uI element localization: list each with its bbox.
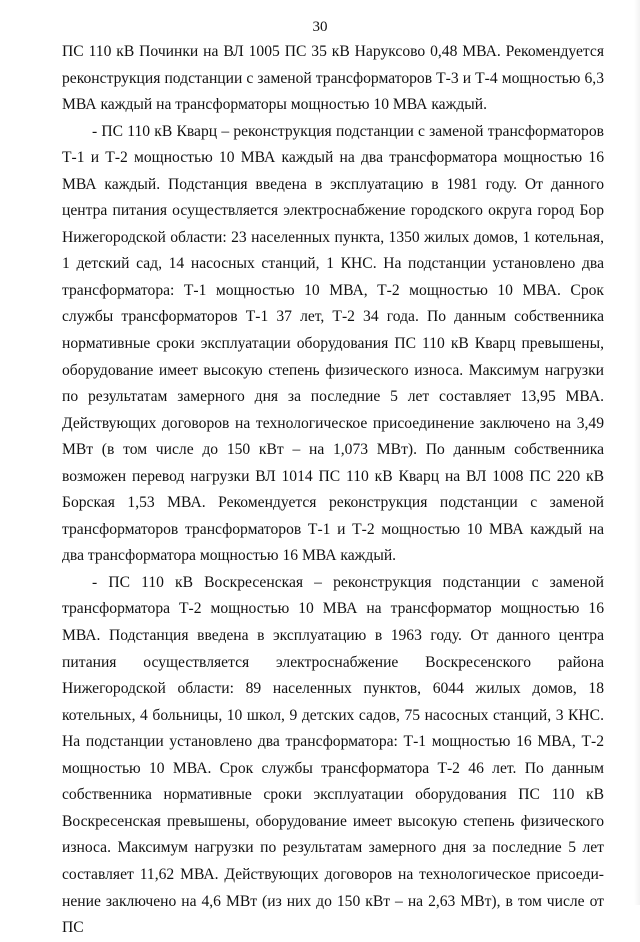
paragraph-continuation: ПС 110 кВ Починки на ВЛ 1005 ПС 35 кВ Наруксово 0,48 МВА. Рекомендуется реконструкция подстанции с заменой трансформаторов Т-3 и Т-4 мощностью 6,3 МВА каждый на трансформаторы мощностью 10 МВА каждый.	[62, 43, 604, 114]
page-number: 30	[312, 19, 328, 35]
paragraph-kvarts: - ПС 110 кВ Кварц – реконструкция подстанции с заменой трансформаторов Т-1 и Т-2 мощностью 10 МВА каждый на два трансформатора мощностью 16 МВА каждый. Подстанция введена в эксплуатацию в 1981 году. От данного центра питания осуществляется электроснабжение городского округа город Бор Нижегородской области: 23 населенных пункта, 1350 жилых домов, 1 котельная, 1 детский сад, 14 насосных станций, 1 КНС. На подстанции установлено два трансформатора: Т-1 мощностью 10 МВА, Т-2 мощностью 10 МВА. Срок службы трансформаторов Т-1 37 лет, Т-2 34 года. По данным собственника нормативные сроки эксплуатации оборудования ПС 110 кВ Кварц превышены, оборудование имеет высокую степень физического износа. Максимум нагрузки по результатам замерного дня за последние 5 лет составляет 13,95 МВА. Действующих договоров на технологическое присоединение заключено на 3,49 МВт (в том числе до 150 кВт – на 1,073 МВт). По данным собственника возможен перевод нагрузки ВЛ 1014 ПС 110 кВ Кварц на ВЛ 1008 ПС 220 кВ Борская 1,53 МВА. Рекомендуется реконструкция подстанции с заменой трансформаторов трансформаторов Т-1 и Т-2 мощностью 10 МВА каждый на два трансформатора мощностью 16 МВА каждый.	[62, 122, 604, 565]
body-text	[62, 39, 604, 942]
scan-edge-shadow	[634, 0, 640, 905]
paragraph-voskresenskaya: - ПС 110 кВ Воскресенская – реконструкция подстанции с заменой трансформатора Т-2 мощностью 10 МВА на трансформатор мощностью 16 МВА. Подстанция введена в эксплуатацию в 1963 году. От данного центра питания осуществляется электроснабжение Воскресенского района Нижегородской области: 89 населенных пунктов, 6044 жилых домов, 18 котельных, 4 больницы, 10 школ, 9 детских садов, 75 насосных станций, 3 КНС. На подстанции установлено два трансформатора: Т-1 мощностью 16 МВА, Т-2 мощностью 10 МВА. Срок службы трансформатора Т-2 46 лет. По данным собственника нормативные сроки эксплуатации оборудования ПС 110 кВ Воскресенская превышены, оборудование имеет высокую степень физического износа. Максимум нагрузки по результатам замерного дня за последние 5 лет составляет 11,62 МВА. Действующих договоров на технологическое присоединение заключено на 4,6 МВт (из них до 150 кВт – на 2,63 МВт), в том числе от ПС	[62, 573, 604, 937]
